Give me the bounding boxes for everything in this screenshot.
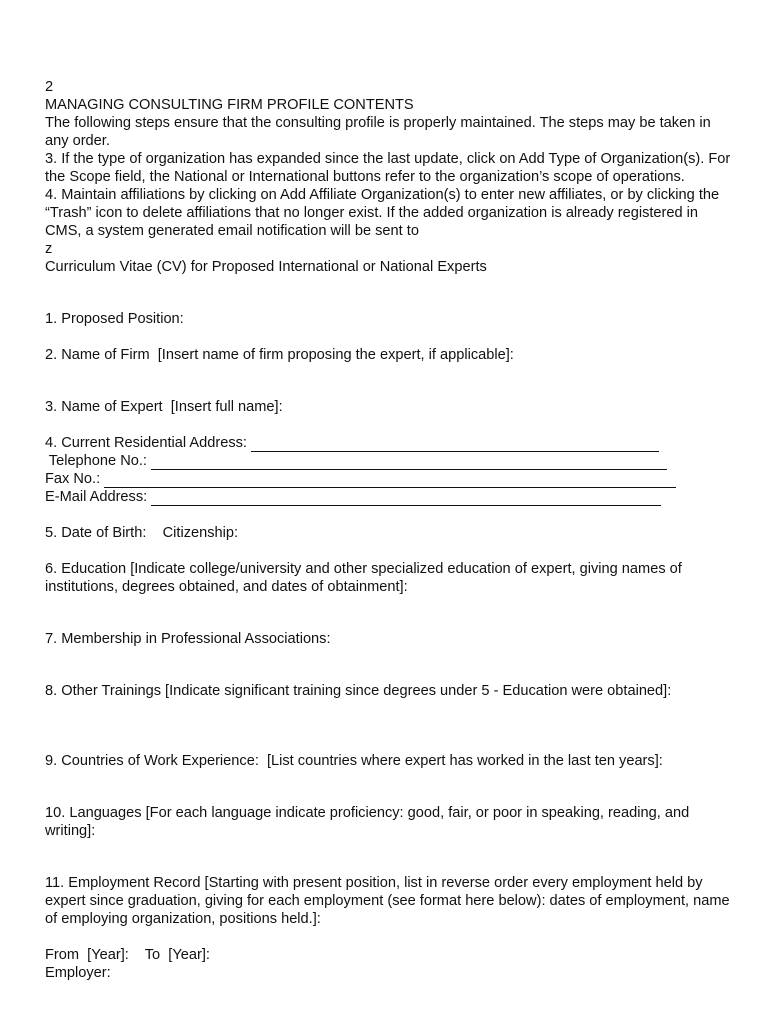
address-label: 4. Current Residential Address: <box>45 435 247 451</box>
field-dob-citizenship: 5. Date of Birth: Citizenship: <box>45 525 239 541</box>
field-firm-name: 2. Name of Firm [Insert name of firm proposing the expert, if applicable]: <box>45 347 514 363</box>
page-number: 2 <box>45 79 54 95</box>
fax-row <box>45 470 735 488</box>
email-row <box>45 488 735 506</box>
field-from-to: From [Year]: To [Year]: <box>45 947 210 963</box>
field-languages: 10. Languages [For each language indicate proficiency: good, fair, or poor in speaking, reading, and writing]: <box>45 805 690 839</box>
field-expert-name: 3. Name of Expert [Insert full name]: <box>45 399 283 415</box>
address-row <box>45 434 735 452</box>
field-membership: 7. Membership in Professional Associations: <box>45 631 331 647</box>
telephone-blank-line <box>151 455 667 470</box>
stray-character: z <box>45 241 53 257</box>
email-label: E-Mail Address: <box>45 489 148 505</box>
step-3-paragraph: 3. If the type of organization has expanded since the last update, click on Add Type of Organization(s). For the Scope field, the National or International buttons refer to the organization’s scope of operations. <box>45 151 731 185</box>
field-proposed-position: 1. Proposed Position: <box>45 311 184 327</box>
fax-blank-line <box>104 473 676 488</box>
field-employer: Employer: <box>45 965 111 981</box>
field-other-trainings: 8. Other Trainings [Indicate significant training since degrees under 5 - Education were obtained]: <box>45 683 672 699</box>
field-countries: 9. Countries of Work Experience: [List countries where expert has worked in the last ten years]: <box>45 753 663 769</box>
cv-title: Curriculum Vitae (CV) for Proposed International or National Experts <box>45 259 487 275</box>
document-page <box>45 78 735 982</box>
step-4-paragraph: 4. Maintain affiliations by clicking on Add Affiliate Organization(s) to enter new affiliates, or by clicking the “Trash” icon to delete affiliations that no longer exist. If the added organization is already registered in CMS, a system generated email notification will be sent to <box>45 187 720 239</box>
fax-label: Fax No.: <box>45 471 101 487</box>
field-employment-record: 11. Employment Record [Starting with present position, list in reverse order every employment held by expert since graduation, giving for each employment (see format here below): dates of employment, name of employing organization, positions held.]: <box>45 875 730 927</box>
field-education: 6. Education [Indicate college/university and other specialized education of expert, giving names of institutions, degrees obtained, and dates of obtainment]: <box>45 561 682 595</box>
telephone-label: Telephone No.: <box>45 453 147 469</box>
telephone-row <box>45 452 735 470</box>
address-blank-line <box>251 437 659 452</box>
intro-paragraph: The following steps ensure that the consulting profile is properly maintained. The steps may be taken in any order. <box>45 115 711 149</box>
section-heading: MANAGING CONSULTING FIRM PROFILE CONTENTS <box>45 97 414 113</box>
email-blank-line <box>151 491 661 506</box>
